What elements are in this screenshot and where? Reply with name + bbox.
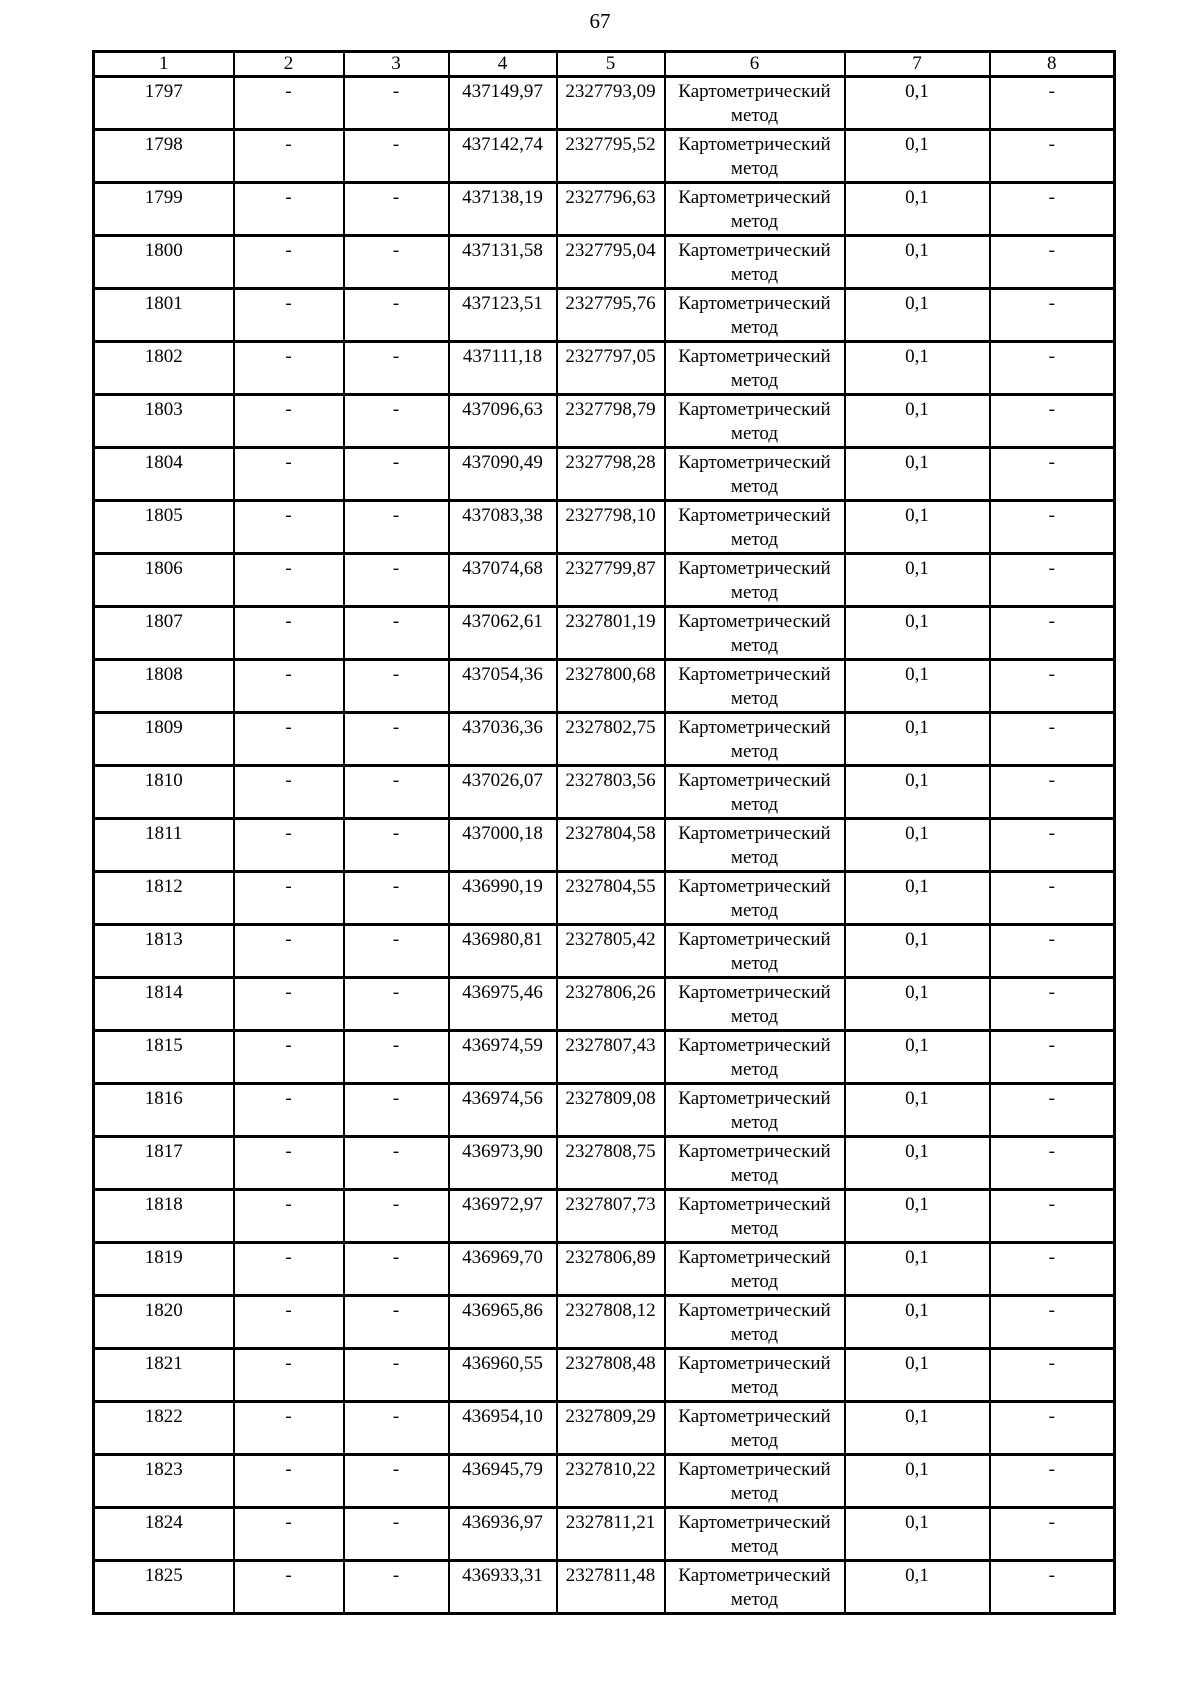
cell-point-number: 1807	[94, 607, 234, 660]
cell-col-2: -	[234, 342, 344, 395]
cell-col-8: -	[990, 1190, 1115, 1243]
cell-coordinate-y: 2327799,87	[557, 554, 665, 607]
cell-col-2: -	[234, 1296, 344, 1349]
cell-col-3: -	[344, 819, 449, 872]
cell-col-2: -	[234, 1455, 344, 1508]
cell-col-8: -	[990, 1402, 1115, 1455]
cell-col-8: -	[990, 130, 1115, 183]
cell-method: Картометрический метод	[665, 1349, 845, 1402]
cell-method: Картометрический метод	[665, 395, 845, 448]
table-row	[94, 395, 1115, 448]
cell-method: Картометрический метод	[665, 1402, 845, 1455]
cell-coordinate-y: 2327811,48	[557, 1561, 665, 1614]
cell-coordinate-x: 436954,10	[449, 1402, 557, 1455]
cell-precision: 0,1	[845, 1243, 990, 1296]
cell-col-3: -	[344, 1243, 449, 1296]
table-row	[94, 501, 1115, 554]
cell-col-2: -	[234, 236, 344, 289]
table-row	[94, 713, 1115, 766]
cell-point-number: 1815	[94, 1031, 234, 1084]
cell-point-number: 1822	[94, 1402, 234, 1455]
cell-coordinate-y: 2327795,52	[557, 130, 665, 183]
cell-col-2: -	[234, 1349, 344, 1402]
table-header-row	[94, 52, 1115, 77]
cell-col-3: -	[344, 1137, 449, 1190]
cell-method: Картометрический метод	[665, 289, 845, 342]
cell-col-8: -	[990, 554, 1115, 607]
cell-col-2: -	[234, 925, 344, 978]
cell-coordinate-x: 436965,86	[449, 1296, 557, 1349]
table-row	[94, 607, 1115, 660]
cell-col-3: -	[344, 925, 449, 978]
cell-coordinate-x: 436975,46	[449, 978, 557, 1031]
cell-coordinate-x: 437062,61	[449, 607, 557, 660]
cell-point-number: 1816	[94, 1084, 234, 1137]
cell-precision: 0,1	[845, 77, 990, 130]
cell-coordinate-y: 2327807,43	[557, 1031, 665, 1084]
cell-method: Картометрический метод	[665, 766, 845, 819]
cell-col-3: -	[344, 1402, 449, 1455]
cell-col-8: -	[990, 1561, 1115, 1614]
cell-coordinate-x: 436933,31	[449, 1561, 557, 1614]
cell-point-number: 1802	[94, 342, 234, 395]
cell-coordinate-x: 437074,68	[449, 554, 557, 607]
cell-method: Картометрический метод	[665, 501, 845, 554]
cell-point-number: 1797	[94, 77, 234, 130]
cell-col-8: -	[990, 342, 1115, 395]
cell-method: Картометрический метод	[665, 1084, 845, 1137]
table-row	[94, 554, 1115, 607]
cell-col-3: -	[344, 1455, 449, 1508]
page-number: 67	[589, 9, 611, 33]
cell-coordinate-x: 436969,70	[449, 1243, 557, 1296]
cell-precision: 0,1	[845, 766, 990, 819]
cell-col-2: -	[234, 1508, 344, 1561]
cell-col-2: -	[234, 1031, 344, 1084]
cell-coordinate-x: 437123,51	[449, 289, 557, 342]
cell-point-number: 1825	[94, 1561, 234, 1614]
cell-coordinate-x: 436974,59	[449, 1031, 557, 1084]
cell-point-number: 1803	[94, 395, 234, 448]
table-row	[94, 819, 1115, 872]
cell-col-2: -	[234, 978, 344, 1031]
cell-col-3: -	[344, 766, 449, 819]
cell-col-3: -	[344, 713, 449, 766]
cell-method: Картометрический метод	[665, 448, 845, 501]
cell-precision: 0,1	[845, 978, 990, 1031]
cell-point-number: 1809	[94, 713, 234, 766]
cell-col-2: -	[234, 766, 344, 819]
cell-col-2: -	[234, 183, 344, 236]
cell-col-3: -	[344, 1190, 449, 1243]
table-row	[94, 1137, 1115, 1190]
cell-coordinate-y: 2327798,28	[557, 448, 665, 501]
table-row	[94, 1031, 1115, 1084]
cell-method: Картометрический метод	[665, 925, 845, 978]
table-row	[94, 342, 1115, 395]
cell-coordinate-y: 2327806,89	[557, 1243, 665, 1296]
cell-col-3: -	[344, 130, 449, 183]
cell-coordinate-x: 437090,49	[449, 448, 557, 501]
cell-coordinate-x: 437149,97	[449, 77, 557, 130]
cell-precision: 0,1	[845, 554, 990, 607]
cell-coordinate-y: 2327808,12	[557, 1296, 665, 1349]
cell-coordinate-y: 2327803,56	[557, 766, 665, 819]
cell-point-number: 1799	[94, 183, 234, 236]
cell-col-3: -	[344, 395, 449, 448]
cell-coordinate-y: 2327798,10	[557, 501, 665, 554]
cell-col-2: -	[234, 713, 344, 766]
cell-coordinate-x: 437131,58	[449, 236, 557, 289]
cell-col-8: -	[990, 1455, 1115, 1508]
cell-point-number: 1798	[94, 130, 234, 183]
cell-method: Картометрический метод	[665, 660, 845, 713]
cell-col-8: -	[990, 872, 1115, 925]
cell-coordinate-x: 437000,18	[449, 819, 557, 872]
cell-col-2: -	[234, 1190, 344, 1243]
cell-coordinate-y: 2327804,55	[557, 872, 665, 925]
cell-col-3: -	[344, 978, 449, 1031]
table-row	[94, 1349, 1115, 1402]
cell-precision: 0,1	[845, 130, 990, 183]
cell-point-number: 1801	[94, 289, 234, 342]
table-row	[94, 236, 1115, 289]
table-body	[94, 77, 1115, 1614]
cell-col-8: -	[990, 660, 1115, 713]
cell-method: Картометрический метод	[665, 183, 845, 236]
cell-col-2: -	[234, 1561, 344, 1614]
cell-method: Картометрический метод	[665, 872, 845, 925]
cell-col-2: -	[234, 395, 344, 448]
column-header: 1	[94, 52, 234, 77]
cell-precision: 0,1	[845, 501, 990, 554]
table-row	[94, 1402, 1115, 1455]
cell-col-2: -	[234, 77, 344, 130]
cell-point-number: 1824	[94, 1508, 234, 1561]
cell-precision: 0,1	[845, 607, 990, 660]
cell-col-8: -	[990, 1243, 1115, 1296]
cell-col-3: -	[344, 342, 449, 395]
cell-method: Картометрический метод	[665, 1508, 845, 1561]
cell-coordinate-x: 437096,63	[449, 395, 557, 448]
table-row	[94, 448, 1115, 501]
cell-coordinate-x: 436980,81	[449, 925, 557, 978]
cell-method: Картометрический метод	[665, 1243, 845, 1296]
cell-col-2: -	[234, 289, 344, 342]
table-row	[94, 183, 1115, 236]
cell-point-number: 1823	[94, 1455, 234, 1508]
cell-col-8: -	[990, 395, 1115, 448]
cell-point-number: 1808	[94, 660, 234, 713]
cell-point-number: 1811	[94, 819, 234, 872]
cell-method: Картометрический метод	[665, 713, 845, 766]
table-row	[94, 925, 1115, 978]
cell-precision: 0,1	[845, 872, 990, 925]
cell-point-number: 1820	[94, 1296, 234, 1349]
column-header: 5	[557, 52, 665, 77]
cell-point-number: 1812	[94, 872, 234, 925]
cell-point-number: 1821	[94, 1349, 234, 1402]
cell-coordinate-y: 2327798,79	[557, 395, 665, 448]
cell-precision: 0,1	[845, 395, 990, 448]
column-header: 4	[449, 52, 557, 77]
table-row	[94, 289, 1115, 342]
cell-col-3: -	[344, 607, 449, 660]
column-header: 6	[665, 52, 845, 77]
cell-coordinate-x: 436945,79	[449, 1455, 557, 1508]
cell-point-number: 1804	[94, 448, 234, 501]
cell-method: Картометрический метод	[665, 607, 845, 660]
cell-coordinate-y: 2327809,29	[557, 1402, 665, 1455]
cell-col-8: -	[990, 925, 1115, 978]
cell-coordinate-x: 436936,97	[449, 1508, 557, 1561]
cell-coordinate-y: 2327797,05	[557, 342, 665, 395]
table-row	[94, 1561, 1115, 1614]
cell-col-8: -	[990, 766, 1115, 819]
cell-col-3: -	[344, 554, 449, 607]
cell-coordinate-y: 2327811,21	[557, 1508, 665, 1561]
table-row	[94, 77, 1115, 130]
cell-point-number: 1819	[94, 1243, 234, 1296]
cell-precision: 0,1	[845, 713, 990, 766]
cell-precision: 0,1	[845, 183, 990, 236]
table-row	[94, 872, 1115, 925]
cell-method: Картометрический метод	[665, 77, 845, 130]
cell-precision: 0,1	[845, 1561, 990, 1614]
cell-col-8: -	[990, 607, 1115, 660]
cell-coordinate-y: 2327795,76	[557, 289, 665, 342]
cell-precision: 0,1	[845, 236, 990, 289]
cell-method: Картометрический метод	[665, 978, 845, 1031]
table-row	[94, 766, 1115, 819]
cell-coordinate-x: 437111,18	[449, 342, 557, 395]
cell-col-2: -	[234, 607, 344, 660]
cell-col-8: -	[990, 1031, 1115, 1084]
cell-precision: 0,1	[845, 1455, 990, 1508]
cell-col-2: -	[234, 130, 344, 183]
cell-precision: 0,1	[845, 342, 990, 395]
cell-col-8: -	[990, 501, 1115, 554]
cell-col-3: -	[344, 1508, 449, 1561]
cell-coordinate-y: 2327801,19	[557, 607, 665, 660]
cell-coordinate-x: 436960,55	[449, 1349, 557, 1402]
cell-method: Картометрический метод	[665, 1561, 845, 1614]
cell-col-8: -	[990, 289, 1115, 342]
cell-precision: 0,1	[845, 1296, 990, 1349]
cell-coordinate-x: 436990,19	[449, 872, 557, 925]
cell-col-3: -	[344, 1296, 449, 1349]
column-header: 7	[845, 52, 990, 77]
cell-col-8: -	[990, 1084, 1115, 1137]
coordinates-table	[92, 50, 1116, 1615]
cell-col-8: -	[990, 713, 1115, 766]
table-row	[94, 1455, 1115, 1508]
cell-col-8: -	[990, 183, 1115, 236]
cell-point-number: 1806	[94, 554, 234, 607]
cell-method: Картометрический метод	[665, 554, 845, 607]
cell-precision: 0,1	[845, 1190, 990, 1243]
cell-coordinate-x: 436973,90	[449, 1137, 557, 1190]
column-header: 8	[990, 52, 1115, 77]
cell-col-2: -	[234, 1243, 344, 1296]
cell-col-2: -	[234, 1137, 344, 1190]
table-row	[94, 1296, 1115, 1349]
cell-col-3: -	[344, 289, 449, 342]
cell-precision: 0,1	[845, 819, 990, 872]
cell-coordinate-y: 2327795,04	[557, 236, 665, 289]
cell-precision: 0,1	[845, 448, 990, 501]
cell-method: Картометрический метод	[665, 819, 845, 872]
cell-col-3: -	[344, 448, 449, 501]
cell-coordinate-x: 437036,36	[449, 713, 557, 766]
cell-col-3: -	[344, 1561, 449, 1614]
cell-coordinate-y: 2327802,75	[557, 713, 665, 766]
cell-coordinate-y: 2327793,09	[557, 77, 665, 130]
cell-col-8: -	[990, 1296, 1115, 1349]
cell-point-number: 1813	[94, 925, 234, 978]
cell-coordinate-y: 2327800,68	[557, 660, 665, 713]
cell-point-number: 1805	[94, 501, 234, 554]
cell-col-8: -	[990, 819, 1115, 872]
cell-point-number: 1818	[94, 1190, 234, 1243]
cell-method: Картометрический метод	[665, 1296, 845, 1349]
cell-coordinate-x: 437026,07	[449, 766, 557, 819]
cell-coordinate-x: 437054,36	[449, 660, 557, 713]
cell-point-number: 1810	[94, 766, 234, 819]
cell-col-2: -	[234, 448, 344, 501]
cell-col-3: -	[344, 1349, 449, 1402]
cell-method: Картометрический метод	[665, 1455, 845, 1508]
column-header: 2	[234, 52, 344, 77]
cell-coordinate-y: 2327806,26	[557, 978, 665, 1031]
cell-col-3: -	[344, 1031, 449, 1084]
column-header: 3	[344, 52, 449, 77]
cell-col-8: -	[990, 77, 1115, 130]
cell-coordinate-y: 2327804,58	[557, 819, 665, 872]
cell-precision: 0,1	[845, 1508, 990, 1561]
cell-precision: 0,1	[845, 289, 990, 342]
table-row	[94, 1190, 1115, 1243]
cell-col-2: -	[234, 660, 344, 713]
cell-method: Картометрический метод	[665, 342, 845, 395]
cell-point-number: 1817	[94, 1137, 234, 1190]
cell-col-3: -	[344, 1084, 449, 1137]
cell-coordinate-x: 436972,97	[449, 1190, 557, 1243]
cell-coordinate-y: 2327808,75	[557, 1137, 665, 1190]
cell-col-8: -	[990, 1137, 1115, 1190]
cell-col-8: -	[990, 236, 1115, 289]
cell-precision: 0,1	[845, 1137, 990, 1190]
table-row	[94, 130, 1115, 183]
cell-coordinate-y: 2327805,42	[557, 925, 665, 978]
cell-col-3: -	[344, 872, 449, 925]
cell-method: Картометрический метод	[665, 1137, 845, 1190]
table-row	[94, 1243, 1115, 1296]
cell-col-2: -	[234, 1084, 344, 1137]
cell-col-2: -	[234, 872, 344, 925]
table-row	[94, 1084, 1115, 1137]
cell-coordinate-y: 2327808,48	[557, 1349, 665, 1402]
cell-col-2: -	[234, 1402, 344, 1455]
cell-col-2: -	[234, 501, 344, 554]
cell-coordinate-x: 436974,56	[449, 1084, 557, 1137]
cell-point-number: 1814	[94, 978, 234, 1031]
cell-col-8: -	[990, 1508, 1115, 1561]
cell-precision: 0,1	[845, 1349, 990, 1402]
cell-precision: 0,1	[845, 1402, 990, 1455]
cell-col-2: -	[234, 819, 344, 872]
cell-col-2: -	[234, 554, 344, 607]
cell-precision: 0,1	[845, 660, 990, 713]
table-row	[94, 978, 1115, 1031]
cell-col-8: -	[990, 448, 1115, 501]
cell-coordinate-y: 2327807,73	[557, 1190, 665, 1243]
cell-precision: 0,1	[845, 1084, 990, 1137]
cell-point-number: 1800	[94, 236, 234, 289]
cell-col-3: -	[344, 77, 449, 130]
cell-col-8: -	[990, 978, 1115, 1031]
cell-method: Картометрический метод	[665, 236, 845, 289]
cell-coordinate-x: 437083,38	[449, 501, 557, 554]
cell-method: Картометрический метод	[665, 130, 845, 183]
table-row	[94, 660, 1115, 713]
table-row	[94, 1508, 1115, 1561]
cell-coordinate-x: 437142,74	[449, 130, 557, 183]
cell-col-3: -	[344, 660, 449, 713]
cell-col-3: -	[344, 236, 449, 289]
cell-precision: 0,1	[845, 925, 990, 978]
cell-precision: 0,1	[845, 1031, 990, 1084]
cell-col-3: -	[344, 183, 449, 236]
cell-col-3: -	[344, 501, 449, 554]
cell-coordinate-y: 2327809,08	[557, 1084, 665, 1137]
cell-col-8: -	[990, 1349, 1115, 1402]
cell-method: Картометрический метод	[665, 1031, 845, 1084]
cell-coordinate-y: 2327810,22	[557, 1455, 665, 1508]
cell-method: Картометрический метод	[665, 1190, 845, 1243]
cell-coordinate-x: 437138,19	[449, 183, 557, 236]
cell-coordinate-y: 2327796,63	[557, 183, 665, 236]
